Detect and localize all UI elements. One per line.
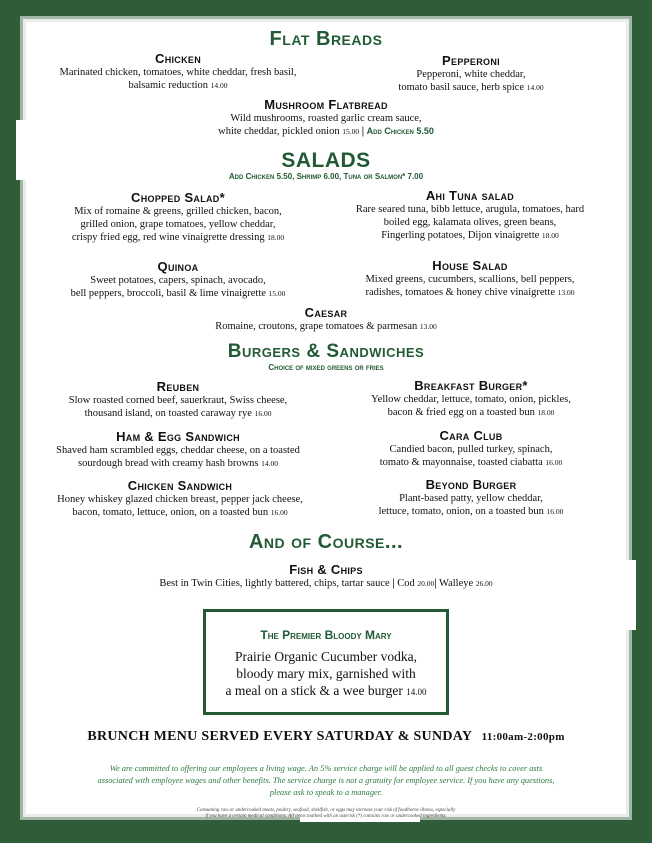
menu-item-pepperoni bbox=[350, 53, 592, 94]
brunch-label: BRUNCH MENU SERVED EVERY SATURDAY & SUNDAY bbox=[87, 729, 472, 744]
item-name: Chicken bbox=[155, 51, 201, 66]
flatbreads-title: Flat Breads bbox=[269, 28, 383, 50]
menu-item-reuben bbox=[40, 379, 316, 420]
item-price: 14.00 bbox=[261, 459, 278, 468]
item-price: 16.00 bbox=[270, 508, 288, 517]
item-price: 15.00 bbox=[268, 289, 286, 298]
menu-item-mushroom-flatbread bbox=[120, 97, 532, 138]
menu-item-beyond-burger bbox=[340, 477, 602, 518]
item-desc: Honey whiskey glazed chicken breast, pepper jack cheese, bacon, tomato, lettuce, onion, on a toasted bun 16.00 bbox=[57, 494, 303, 518]
menu-item-chicken-sandwich bbox=[36, 478, 324, 519]
item-price: 13.00 bbox=[419, 322, 437, 331]
menu-item-chicken-flatbread bbox=[40, 51, 316, 92]
menu-item-caesar bbox=[150, 305, 502, 333]
item-name: Breakfast Burger* bbox=[414, 378, 528, 393]
menu-item-breakfast-burger bbox=[340, 378, 602, 419]
addon-label: Add Chicken 5.50 bbox=[366, 126, 434, 136]
item-name: House Salad bbox=[432, 258, 508, 273]
item-name: Pepperoni bbox=[442, 53, 500, 68]
bloody-mary-desc: Prairie Organic Cucumber vodka, bloody mary mix, garnished with a meal on a stick & a wee burger 14.00 bbox=[225, 649, 427, 698]
bloody-mary-box bbox=[203, 609, 449, 715]
item-price: 14.00 bbox=[526, 83, 544, 92]
item-desc: Mix of romaine & greens, grilled chicken, bacon, grilled onion, grape tomatoes, yellow cheddar, crispy fried egg, red wine vinaigrette dressing 18.00 bbox=[71, 206, 285, 243]
item-price: 14.00 bbox=[210, 81, 228, 90]
salads-title: SALADS bbox=[281, 149, 371, 172]
item-name: Cara Club bbox=[439, 428, 503, 443]
item-desc: Yellow cheddar, lettuce, tomato, onion, pickles, bacon & fried egg on a toasted bun 18.00 bbox=[371, 394, 571, 418]
brunch-time: 11:00am-2:00pm bbox=[481, 731, 565, 743]
item-name: Ham & Egg Sandwich bbox=[116, 429, 240, 444]
item-name: Reuben bbox=[156, 379, 200, 394]
item-desc: Mixed greens, cucumbers, scallions, bell peppers, radishes, tomatoes & honey chive vinaigrette 13.00 bbox=[365, 274, 575, 298]
item-name: Ahi Tuna salad bbox=[425, 188, 515, 203]
item-desc: Best in Twin Cities, lightly battered, chips, tartar sauce | Cod 20.00| Walleye 26.00 bbox=[159, 578, 493, 589]
item-name: Fish & Chips bbox=[289, 562, 363, 577]
item-desc: Sweet potatoes, capers, spinach, avocado, bell peppers, broccoli, basil & lime vinaigrette 15.00 bbox=[70, 275, 286, 299]
item-desc: Pepperoni, white cheddar, tomato basil sauce, herb spice 14.00 bbox=[398, 69, 544, 93]
menu-item-chopped-salad bbox=[40, 190, 316, 244]
salads-addons: Add Chicken 5.50, Shrimp 6.00, Tuna or Salmon* 7.00 bbox=[228, 172, 424, 181]
brunch-banner bbox=[0, 729, 652, 745]
item-price: 16.00 bbox=[545, 458, 563, 467]
menu-item-quinoa bbox=[40, 259, 316, 300]
item-desc: Slow roasted corned beef, sauerkraut, Swiss cheese, thousand island, on toasted caraway rye 16.00 bbox=[68, 395, 288, 419]
service-charge-notice: We are committed to offering our employees a living wage. An 5% service charge will be applied to all guest checks to cover asts associated with employee wages and other benefits. The service charge is not a gratuity for employee service. If you have any questions, please ask to speak to a manager. bbox=[97, 764, 555, 797]
course-title: And of Course... bbox=[248, 531, 404, 553]
item-price: 16.00 bbox=[546, 507, 564, 516]
menu-item-ham-egg-sandwich bbox=[36, 429, 320, 470]
item-price: 18.00 bbox=[537, 408, 555, 417]
item-desc: Romaine, croutons, grape tomatoes & parmesan 13.00 bbox=[215, 321, 437, 332]
item-name: Quinoa bbox=[157, 259, 199, 274]
item-desc: Rare seared tuna, bibb lettuce, arugula, tomatoes, hard boiled egg, kalamata olives, green beans, Fingerling potatoes, Dijon vinaigrette 18.00 bbox=[355, 204, 585, 241]
item-price: 15.00 bbox=[342, 127, 360, 136]
menu-item-house-salad bbox=[330, 258, 610, 299]
menu-item-ahi-tuna bbox=[330, 188, 610, 242]
item-name: Chopped Salad* bbox=[131, 190, 225, 205]
menu-item-fish-chips bbox=[90, 562, 562, 590]
burgers-subtitle: Choice of mixed greens or fries bbox=[268, 363, 384, 372]
burgers-title: Burgers & Sandwiches bbox=[227, 341, 425, 362]
item-name: Beyond Burger bbox=[425, 477, 517, 492]
item-price: 13.00 bbox=[557, 288, 575, 297]
item-desc: Plant-based patty, yellow cheddar, lettuce, tomato, onion, on a toasted bun 16.00 bbox=[378, 493, 564, 517]
item-price: 16.00 bbox=[254, 409, 272, 418]
item-price: 18.00 bbox=[267, 233, 285, 242]
item-name: Chicken Sandwich bbox=[127, 478, 233, 493]
item-desc: Candied bacon, pulled turkey, spinach, tomato & mayonnaise, toasted ciabatta 16.00 bbox=[379, 444, 563, 468]
item-name: Mushroom Flatbread bbox=[264, 97, 388, 112]
item-desc: Wild mushrooms, roasted garlic cream sauce, white cheddar, pickled onion 15.00 | Add Chicken 5.50 bbox=[218, 113, 434, 137]
item-desc: Shaved ham scrambled eggs, cheddar cheese, on a toasted sourdough bread with creamy hash browns 14.00 bbox=[56, 445, 300, 469]
menu-item-cara-club bbox=[340, 428, 602, 469]
bloody-mary-title: The Premier Bloody Mary bbox=[260, 628, 392, 642]
food-safety-disclaimer: Consuming raw or undercooked meats, poultry, seafood, shellfish, or eggs may increase your risk of foodborne illness, especially if you have a certain medical conditions. All items marked with an asterisk (*) contains raw or undercooked ingredients. bbox=[196, 808, 456, 819]
item-price: 14.00 bbox=[406, 687, 427, 697]
item-desc: Marinated chicken, tomatoes, white cheddar, fresh basil, balsamic reduction 14.00 bbox=[59, 67, 297, 91]
item-price: 18.00 bbox=[541, 231, 559, 240]
item-name: Caesar bbox=[304, 305, 348, 320]
